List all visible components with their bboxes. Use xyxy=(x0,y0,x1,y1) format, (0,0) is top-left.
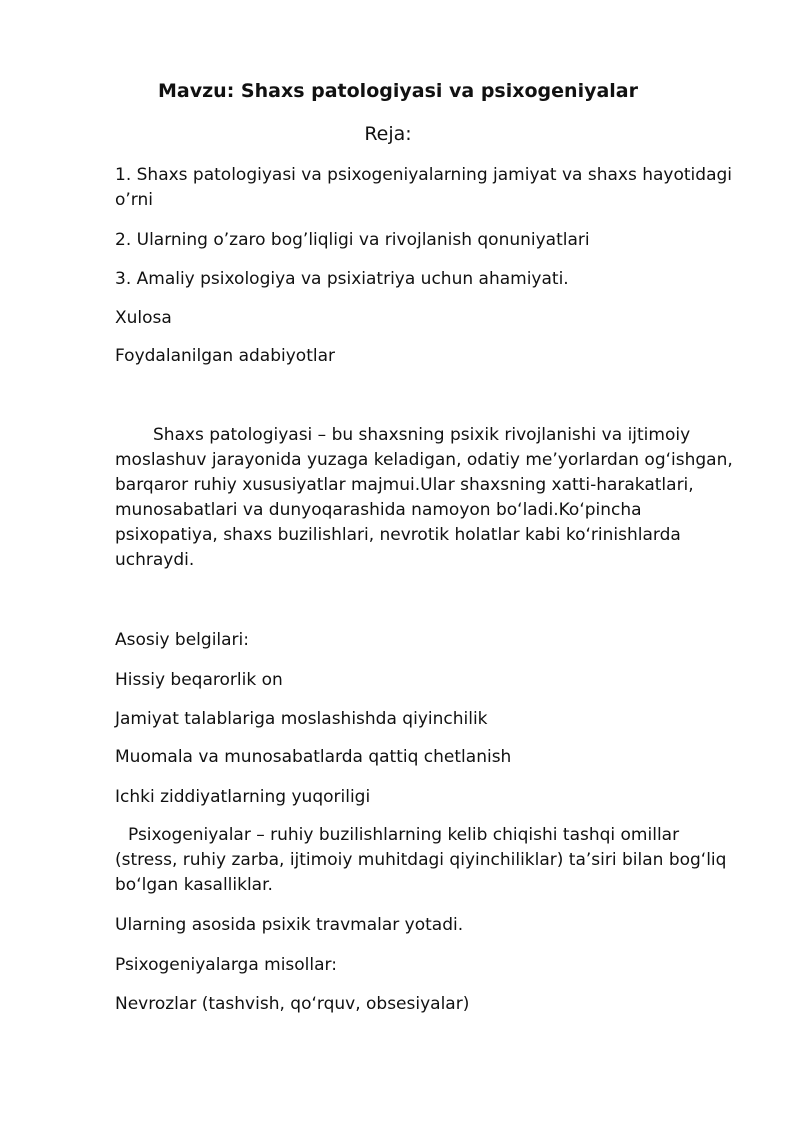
psychogeny-paragraph: Psixogeniyalar – ruhiy buzilishlarning kelib chiqishi tashqi omillar (stress, ruhiy zarba, ijtimoiy muhitdagi qiyinchiliklar) ta’siri bilan bog‘liq bo‘lgan kasalliklar. xyxy=(115,825,727,895)
sign-item-1: Hissiy beqarorlik on xyxy=(115,670,283,690)
examples-heading: Psixogeniyalarga misollar: xyxy=(115,955,337,975)
plan-item-references: Foydalanilgan adabiyotlar xyxy=(115,346,335,366)
plan-item-3: 3. Amaliy psixologiya va psixiatriya uchun ahamiyati. xyxy=(115,269,569,289)
plan-heading: Reja: xyxy=(364,123,412,145)
signs-heading: Asosiy belgilari: xyxy=(115,630,249,650)
document-title: Mavzu: Shaxs patologiyasi va psixogeniyalar xyxy=(158,80,638,102)
plan-item-1: 1. Shaxs patologiyasi va psixogeniyalarning jamiyat va shaxs hayotidagi o’rni xyxy=(115,165,733,210)
sign-item-3: Muomala va munosabatlarda qattiq chetlanish xyxy=(115,747,512,767)
basis-line: Ularning asosida psixik travmalar yotadi. xyxy=(115,915,464,935)
sign-item-2: Jamiyat talablariga moslashishda qiyinchilik xyxy=(115,709,488,729)
sign-item-4: Ichki ziddiyatlarning yuqoriligi xyxy=(115,787,371,807)
plan-item-conclusion: Xulosa xyxy=(115,308,172,328)
intro-paragraph: Shaxs patologiyasi – bu shaxsning psixik rivojlanishi va ijtimoiy moslashuv jarayonida yuzaga keladigan, odatiy me’yorlardan og‘ishgan, barqaror ruhiy xususiyatlar majmui.Ular shaxsning xatti-harakatlari, munosabatlari va dunyoqarashida namoyon bo‘ladi.Ko‘pincha psixopatiya, shaxs buzilishlari, nevrotik holatlar kabi ko‘rinishlarda uchraydi. xyxy=(115,425,733,570)
plan-item-2: 2. Ularning o’zaro bog’liqligi va rivojlanish qonuniyatlari xyxy=(115,230,590,250)
example-item-1: Nevrozlar (tashvish, qo‘rquv, obsesiyalar) xyxy=(115,994,470,1014)
